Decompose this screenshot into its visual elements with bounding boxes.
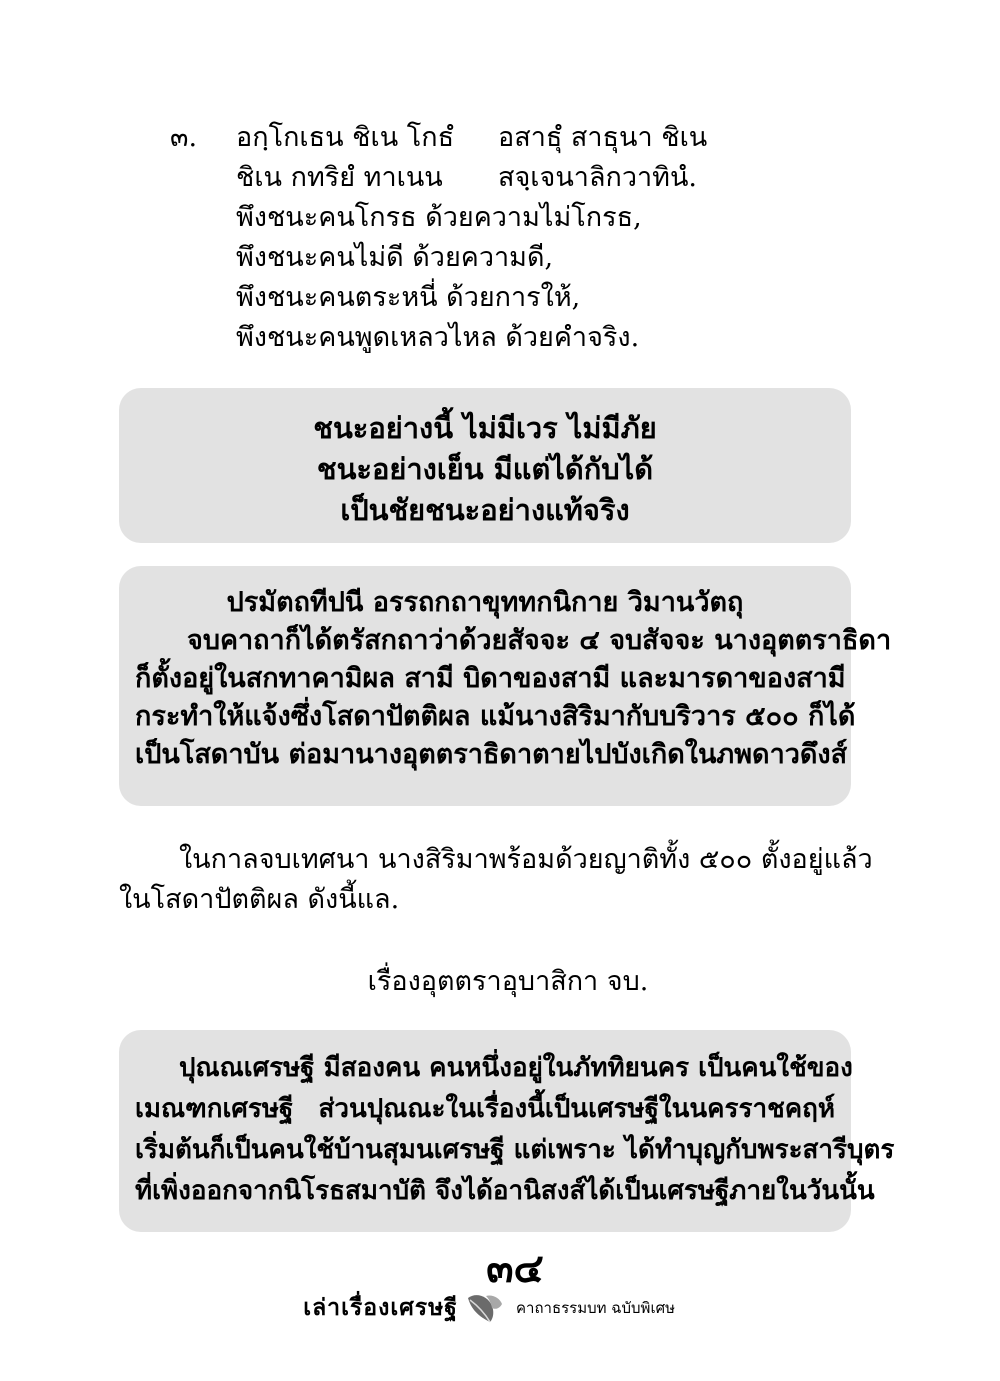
- highlight-line: เป็นชัยชนะอย่างแท้จริง: [340, 493, 630, 527]
- highlight-line: ชนะอย่างเย็น มีแต่ได้กับได้: [316, 452, 654, 486]
- book-subtitle: คาถาธรรมบท ฉบับพิเศษ: [516, 1299, 675, 1317]
- highlight-box: [119, 388, 851, 543]
- translation-line: พึงชนะคนตระหนี่ ด้วยการให้,: [236, 282, 581, 313]
- translation-line: พึงชนะคนพูดเหลวไหล ด้วยคำจริง.: [236, 322, 640, 353]
- story-line: ปุณณเศรษฐี มีสองคน คนหนึ่งอยู่ในภัททิยนคร เป็นคนใช้ของ: [179, 1053, 853, 1083]
- source-box: [119, 566, 892, 806]
- paragraph-line: ในกาลจบเทศนา นางสิริมาพร้อมด้วยญาติทั้ง ๕๐๐ ตั้งอยู่แล้ว: [179, 844, 873, 875]
- pali-line-left: ชิเน กทริยํ ทาเนน: [236, 162, 443, 193]
- pali-line-right: สจฺเจนาลิกวาทินํ.: [498, 162, 698, 193]
- story-line: เริ่มต้นก็เป็นคนใช้บ้านสุมนเศรษฐี แต่เพราะ ได้ทำบุญกับพระสารีบุตร: [135, 1135, 895, 1165]
- paragraph-line: ในโสดาปัตติผล ดังนี้แล.: [119, 884, 400, 915]
- book-title: เล่าเรื่องเศรษฐี: [303, 1295, 458, 1321]
- source-line: ก็ตั้งอยู่ในสกทาคามิผล สามี บิดาของสามี และมารดาของสามี: [135, 663, 846, 694]
- story-line: ที่เพิ่งออกจากนิโรธสมาบัติ จึงได้อานิสงส์ได้เป็นเศรษฐีภายในวันนั้น: [135, 1176, 875, 1206]
- page-number: ๓๔: [486, 1246, 544, 1292]
- story-box: [119, 1030, 895, 1232]
- verse-number: ๓.: [170, 122, 198, 153]
- pali-line-left: อกฺโกเธน ชิเน โกธํ: [236, 122, 455, 153]
- source-line: เป็นโสดาบัน ต่อมานางอุตตราธิดาตายไปบังเกิดในภพดาวดึงส์: [135, 739, 848, 770]
- pali-line-right: อสาธุํ สาธุนา ชิเน: [498, 122, 708, 153]
- highlight-line: ชนะอย่างนี้ ไม่มีเวร ไม่มีภัย: [313, 411, 657, 445]
- leaf-icon: [462, 1288, 506, 1326]
- story-line: เมณฑกเศรษฐี ส่วนปุณณะในเรื่องนี้เป็นเศรษฐีในนครราชคฤห์: [135, 1094, 835, 1124]
- source-line: จบคาถาก็ได้ตรัสกถาว่าด้วยสัจจะ ๔ จบสัจจะ นางอุตตราธิดา: [187, 625, 892, 656]
- source-title: ปรมัตถทีปนี อรรถกถาขุททกนิกาย วิมานวัตถุ: [226, 587, 744, 618]
- story-end-note: เรื่องอุตตราอุบาสิกา จบ.: [367, 966, 649, 997]
- translation-line: พึงชนะคนโกรธ ด้วยความไม่โกรธ,: [236, 202, 642, 233]
- body-paragraph: [119, 840, 873, 920]
- verse-block: [170, 118, 790, 358]
- source-line: กระทำให้แจ้งซึ่งโสดาปัตติผล แม้นางสิริมากับบริวาร ๕๐๐ ก็ได้: [135, 701, 856, 732]
- verse-pali-row: [170, 158, 790, 198]
- verse-pali-row: [170, 118, 790, 158]
- translation-line: พึงชนะคนไม่ดี ด้วยความดี,: [236, 242, 554, 273]
